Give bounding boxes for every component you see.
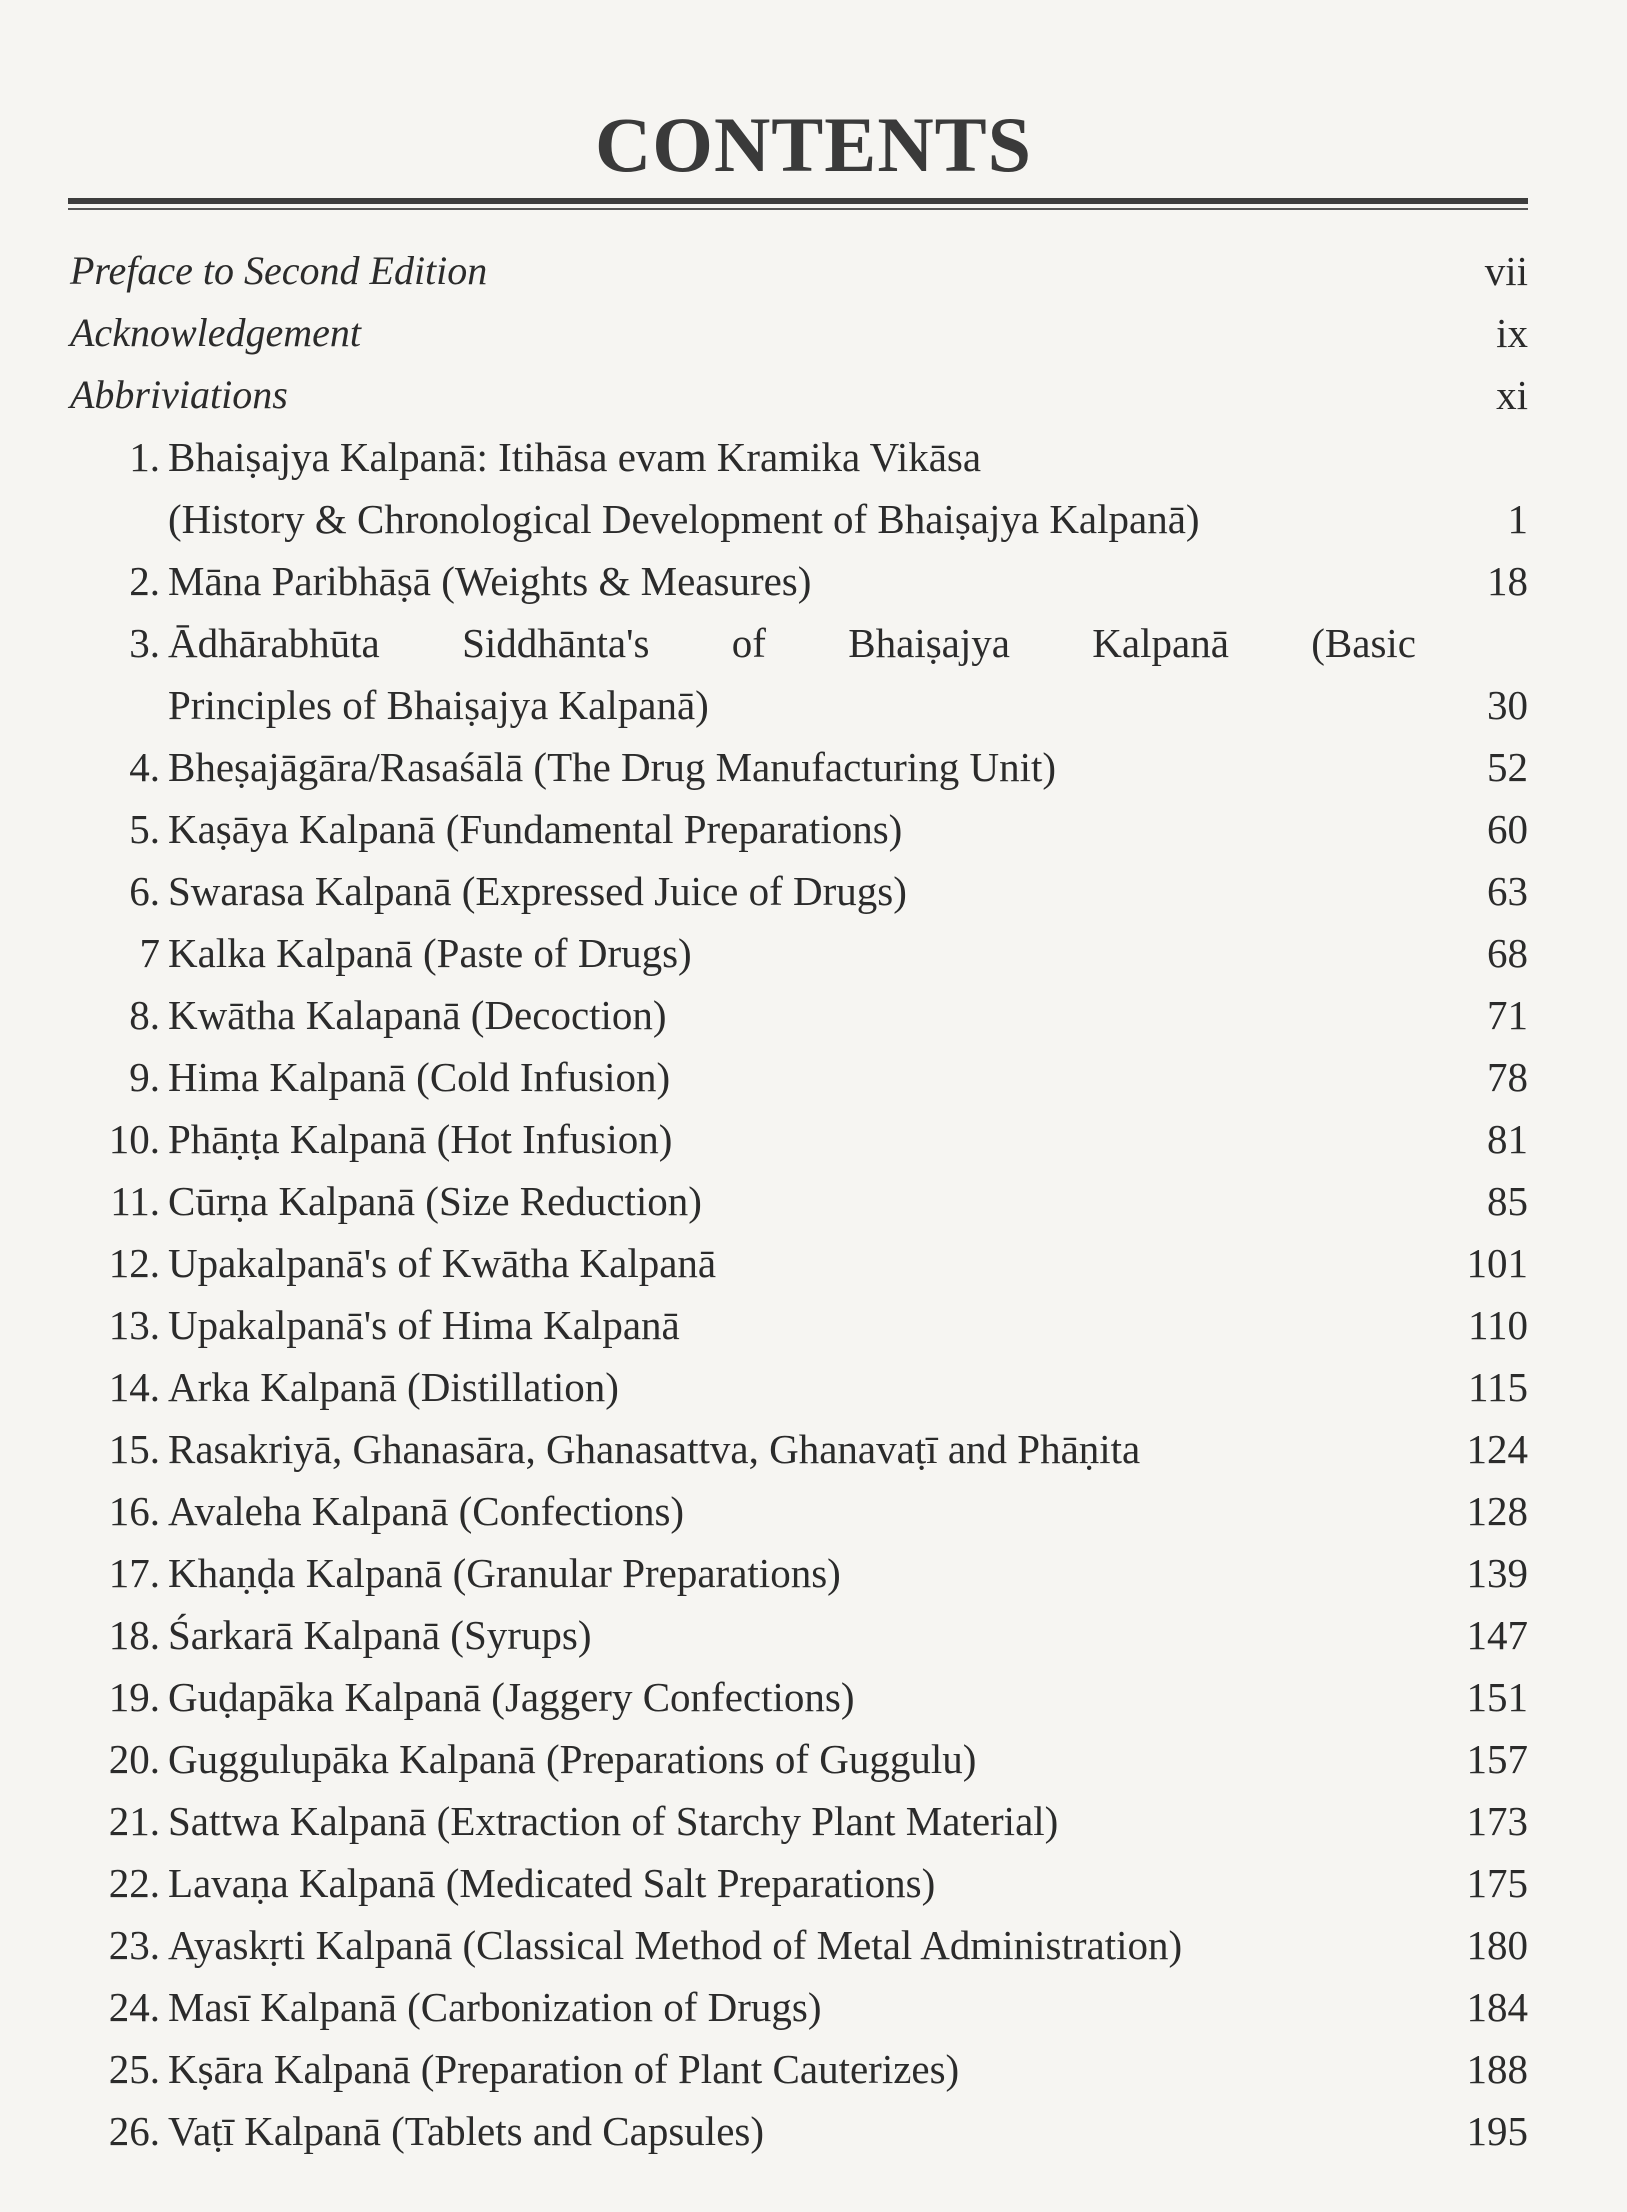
entry-page-number: 157 — [1466, 1736, 1528, 1782]
chapter-number: 3. — [129, 620, 160, 666]
chapter-title: Kṣāra Kalpanā (Preparation of Plant Cauterizes) — [168, 2046, 960, 2092]
chapter-title: Arka Kalpanā (Distillation) — [168, 1364, 619, 1410]
chapter-number: 18. — [108, 1612, 160, 1658]
entry-page-number: 81 — [1487, 1116, 1528, 1162]
chapter-entry — [68, 1418, 1528, 1480]
chapter-entry — [68, 612, 1528, 674]
entry-page-number: 63 — [1487, 868, 1528, 914]
chapter-title: Kwātha Kalapanā (Decoction) — [168, 992, 667, 1038]
chapter-number: 23. — [108, 1922, 160, 1968]
chapter-number: 16. — [108, 1488, 160, 1534]
chapter-entry — [68, 1294, 1528, 1356]
chapter-title: Cūrṇa Kalpanā (Size Reduction) — [168, 1178, 702, 1224]
chapter-title: Ayaskṛti Kalpanā (Classical Method of Metal Administration) — [168, 1922, 1183, 1968]
chapter-number: 20. — [108, 1736, 160, 1782]
chapter-number: 9. — [129, 1054, 160, 1100]
chapter-entry — [68, 1666, 1528, 1728]
entry-title: Acknowledgement — [70, 310, 361, 355]
contents-heading: CONTENTS — [594, 101, 1033, 188]
heading-rule-thick — [68, 198, 1528, 204]
chapter-title-continued: Principles of Bhaiṣajya Kalpanā) — [168, 682, 709, 728]
entry-page-number: 85 — [1487, 1178, 1528, 1224]
entry-page-number: 184 — [1466, 1984, 1528, 2030]
chapter-title: Śarkarā Kalpanā (Syrups) — [168, 1612, 592, 1658]
chapter-entry — [68, 798, 1528, 860]
chapter-entry-continued — [68, 674, 1528, 736]
chapter-title: Bhaiṣajya Kalpanā: Itihāsa evam Kramika Vikāsa — [168, 434, 982, 480]
entry-page-number: 110 — [1468, 1302, 1528, 1348]
chapter-title: Guḍapāka Kalpanā (Jaggery Confections) — [168, 1674, 855, 1720]
entry-title: Abbriviations — [70, 372, 288, 417]
entry-page-number: 151 — [1466, 1674, 1528, 1720]
chapter-number: 26. — [108, 2108, 160, 2154]
chapter-entry — [68, 550, 1528, 612]
chapter-entry — [68, 1604, 1528, 1666]
chapter-entry — [68, 1170, 1528, 1232]
chapter-entry — [68, 1976, 1528, 2038]
chapter-number: 4. — [129, 744, 160, 790]
front-matter-entry — [68, 364, 1528, 426]
chapter-number: 14. — [108, 1364, 160, 1410]
chapter-entry — [68, 2100, 1528, 2162]
entry-page-number: 128 — [1466, 1488, 1528, 1534]
chapter-title: Phāṇṭa Kalpanā (Hot Infusion) — [168, 1116, 673, 1162]
front-matter-entry — [68, 302, 1528, 364]
chapter-number: 25. — [108, 2046, 160, 2092]
entry-page-number: 52 — [1487, 744, 1528, 790]
entry-page-number: xi — [1496, 372, 1528, 418]
chapter-title: Vaṭī Kalpanā (Tablets and Capsules) — [168, 2108, 765, 2154]
chapter-number: 24. — [108, 1984, 160, 2030]
chapter-title: Upakalpanā's of Hima Kalpanā — [168, 1302, 680, 1348]
entry-page-number: 71 — [1487, 992, 1528, 1038]
chapter-entry — [68, 860, 1528, 922]
chapter-title: Kaṣāya Kalpanā (Fundamental Preparations) — [168, 806, 903, 852]
chapter-entry — [68, 736, 1528, 798]
chapter-number: 6. — [129, 868, 160, 914]
chapter-title-continued: (History & Chronological Development of Bhaiṣajya Kalpanā) — [168, 496, 1200, 542]
entry-page-number: 60 — [1487, 806, 1528, 852]
table-of-contents — [68, 240, 1528, 2162]
chapter-number: 15. — [108, 1426, 160, 1472]
entry-page-number: 115 — [1468, 1364, 1528, 1410]
entry-page-number: 30 — [1487, 682, 1528, 728]
chapter-title: Avaleha Kalpanā (Confections) — [168, 1488, 685, 1534]
entry-page-number: 173 — [1466, 1798, 1528, 1844]
entry-page-number: 124 — [1466, 1426, 1528, 1472]
chapter-title: Lavaṇa Kalpanā (Medicated Salt Preparations) — [168, 1860, 936, 1906]
chapter-entry — [68, 922, 1528, 984]
chapter-number: 12. — [108, 1240, 160, 1286]
entry-page-number: 1 — [1507, 496, 1528, 542]
chapter-title: Upakalpanā's of Kwātha Kalpanā — [168, 1240, 717, 1286]
chapter-number: 21. — [108, 1798, 160, 1844]
entry-page-number: 68 — [1487, 930, 1528, 976]
entry-page-number: vii — [1484, 248, 1528, 294]
chapter-title: Sattwa Kalpanā (Extraction of Starchy Plant Material) — [168, 1798, 1059, 1844]
chapter-title: Kalka Kalpanā (Paste of Drugs) — [168, 930, 692, 976]
chapter-title: Khaṇḍa Kalpanā (Granular Preparations) — [168, 1550, 841, 1596]
chapter-entry — [68, 984, 1528, 1046]
chapter-number: 10. — [108, 1116, 160, 1162]
chapter-title: Ādhārabhūta Siddhānta's of Bhaiṣajya Kalpanā (Basic — [168, 620, 1416, 666]
chapter-entry — [68, 1108, 1528, 1170]
chapter-entry — [68, 2038, 1528, 2100]
chapter-number: 7 — [139, 930, 160, 976]
chapter-title: Swarasa Kalpanā (Expressed Juice of Drugs) — [168, 868, 907, 914]
entry-page-number: 195 — [1466, 2108, 1528, 2154]
chapter-number: 17. — [108, 1550, 160, 1596]
chapter-title: Guggulupāka Kalpanā (Preparations of Guggulu) — [168, 1736, 977, 1782]
chapter-number: 11. — [110, 1178, 160, 1224]
chapter-number: 5. — [129, 806, 160, 852]
chapter-entry — [68, 1046, 1528, 1108]
chapter-title: Rasakriyā, Ghanasāra, Ghanasattva, Ghanavaṭī and Phāṇita — [168, 1426, 1141, 1472]
chapter-title: Hima Kalpanā (Cold Infusion) — [168, 1054, 671, 1100]
chapter-entry — [68, 1790, 1528, 1852]
chapter-number: 1. — [129, 434, 160, 480]
chapter-entry — [68, 1232, 1528, 1294]
chapter-number: 13. — [108, 1302, 160, 1348]
heading-rule-thin — [68, 208, 1528, 210]
chapter-entry — [68, 1852, 1528, 1914]
chapter-number: 2. — [129, 558, 160, 604]
entry-page-number: 180 — [1466, 1922, 1528, 1968]
entry-title: Preface to Second Edition — [70, 248, 488, 293]
chapter-title: Māna Paribhāṣā (Weights & Measures) — [168, 558, 812, 604]
entry-page-number: 139 — [1466, 1550, 1528, 1596]
front-matter-entry — [68, 240, 1528, 302]
chapter-entry — [68, 1728, 1528, 1790]
entry-page-number: 147 — [1466, 1612, 1528, 1658]
chapter-entry — [68, 1356, 1528, 1418]
chapter-number: 8. — [129, 992, 160, 1038]
chapter-title: Bheṣajāgāra/Rasaśālā (The Drug Manufacturing Unit) — [168, 744, 1057, 790]
chapter-entry — [68, 426, 1528, 488]
entry-page-number: 188 — [1466, 2046, 1528, 2092]
chapter-entry-continued — [68, 488, 1528, 550]
chapter-number: 19. — [108, 1674, 160, 1720]
entry-page-number: 18 — [1487, 558, 1528, 604]
entry-page-number: 175 — [1466, 1860, 1528, 1906]
chapter-title: Masī Kalpanā (Carbonization of Drugs) — [168, 1984, 822, 2030]
chapter-entry — [68, 1542, 1528, 1604]
entry-page-number: 78 — [1487, 1054, 1528, 1100]
chapter-entry — [68, 1480, 1528, 1542]
chapter-number: 22. — [108, 1860, 160, 1906]
entry-page-number: ix — [1496, 310, 1528, 356]
entry-page-number: 101 — [1466, 1240, 1528, 1286]
chapter-entry — [68, 1914, 1528, 1976]
